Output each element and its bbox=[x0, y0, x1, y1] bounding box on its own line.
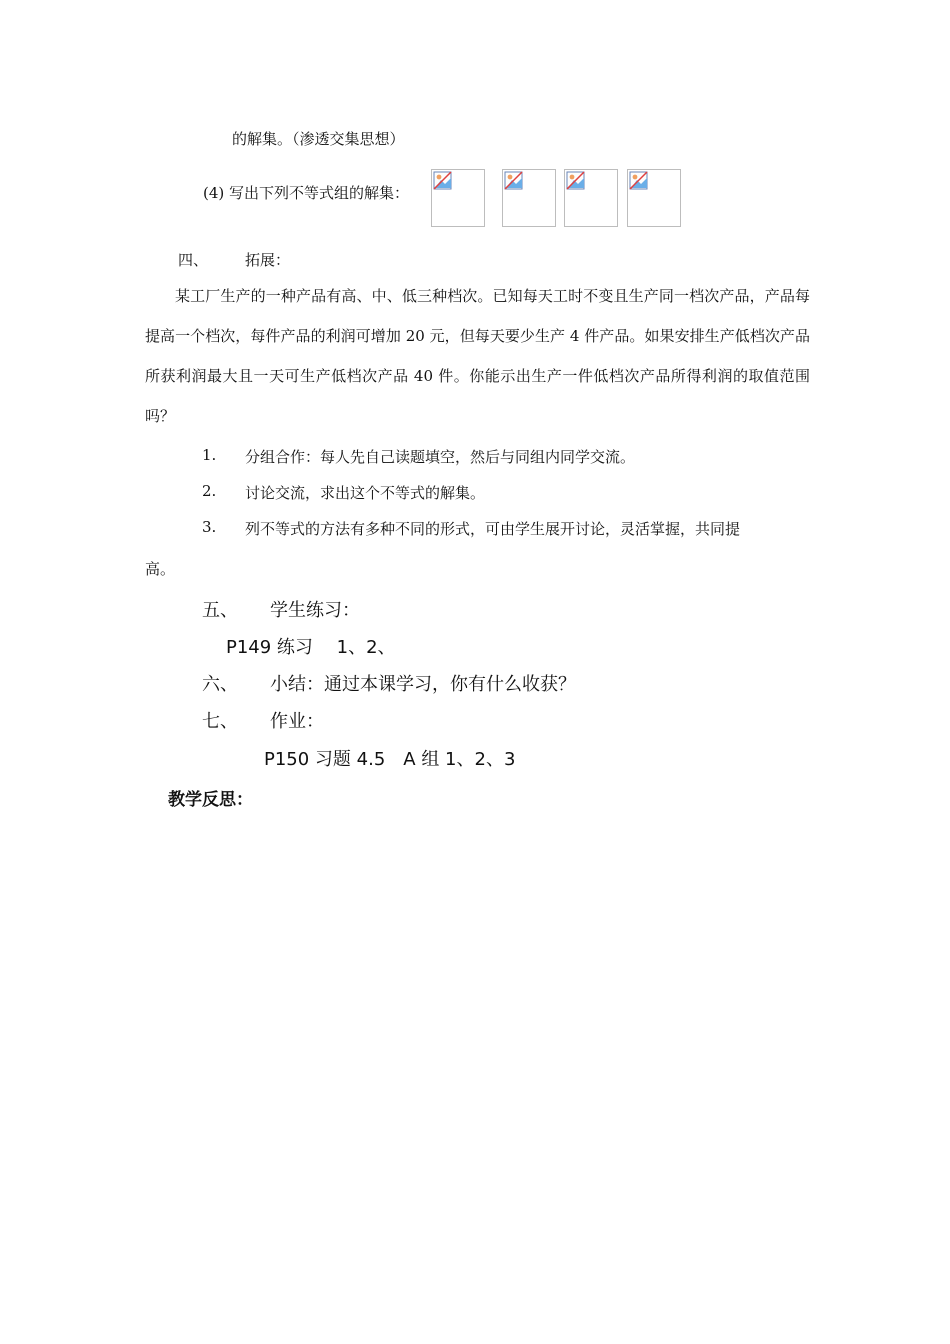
item-1-number: 1. bbox=[202, 446, 217, 464]
inequality-image-3 bbox=[564, 169, 618, 227]
section-6-title: 小结：通过本课学习，你有什么收获？ bbox=[270, 674, 576, 695]
broken-image-icon bbox=[628, 170, 650, 192]
inequality-image-4 bbox=[627, 169, 681, 227]
section-6-number: 六、 bbox=[202, 674, 238, 695]
teaching-reflection-heading: 教学反思： bbox=[168, 790, 253, 810]
extension-problem: 某工厂生产的一种产品有高、中、低三种档次。已知每天工时不变且生产同一档次产品，产品每提高一个档次，每件产品的利润可增加 20 元，但每天要少生产 4 件产品。如果安排生产低档次产品所获利润最大且一天可生产低档次产品 40 件。你能示出生产一件低档次产品所得利润的取值范围吗？ bbox=[145, 287, 810, 425]
line-solution-set-note: 的解集。（渗透交集思想） bbox=[232, 130, 405, 148]
inequality-image-1 bbox=[431, 169, 485, 227]
section-7-body: P150 习题 4.5 A 组 1、2、3 bbox=[264, 749, 516, 770]
broken-image-icon bbox=[565, 170, 587, 192]
section-5-title: 学生练习： bbox=[270, 600, 360, 621]
item-3-number: 3. bbox=[202, 518, 217, 536]
item-1-text: 分组合作：每人先自己读题填空，然后与同组内同学交流。 bbox=[245, 448, 636, 466]
item-2-text: 讨论交流，求出这个不等式的解集。 bbox=[245, 484, 486, 502]
broken-image-icon bbox=[432, 170, 454, 192]
broken-image-icon bbox=[503, 170, 525, 192]
section-7-title: 作业： bbox=[270, 711, 324, 732]
item-3-continuation: 高。 bbox=[145, 560, 176, 578]
section-4-title: 拓展： bbox=[245, 251, 291, 269]
inequality-image-2 bbox=[502, 169, 556, 227]
item-2-number: 2. bbox=[202, 482, 217, 500]
section-4-number: 四、 bbox=[178, 251, 209, 269]
section-7-number: 七、 bbox=[202, 711, 238, 732]
section-5-body: P149 练习 1、2、 bbox=[226, 637, 396, 658]
item-3-text: 列不等式的方法有多种不同的形式，可由学生展开讨论，灵活掌握，共同提 bbox=[245, 520, 741, 538]
question-4: (4) 写出下列不等式组的解集： bbox=[203, 184, 410, 202]
section-5-number: 五、 bbox=[202, 600, 238, 621]
